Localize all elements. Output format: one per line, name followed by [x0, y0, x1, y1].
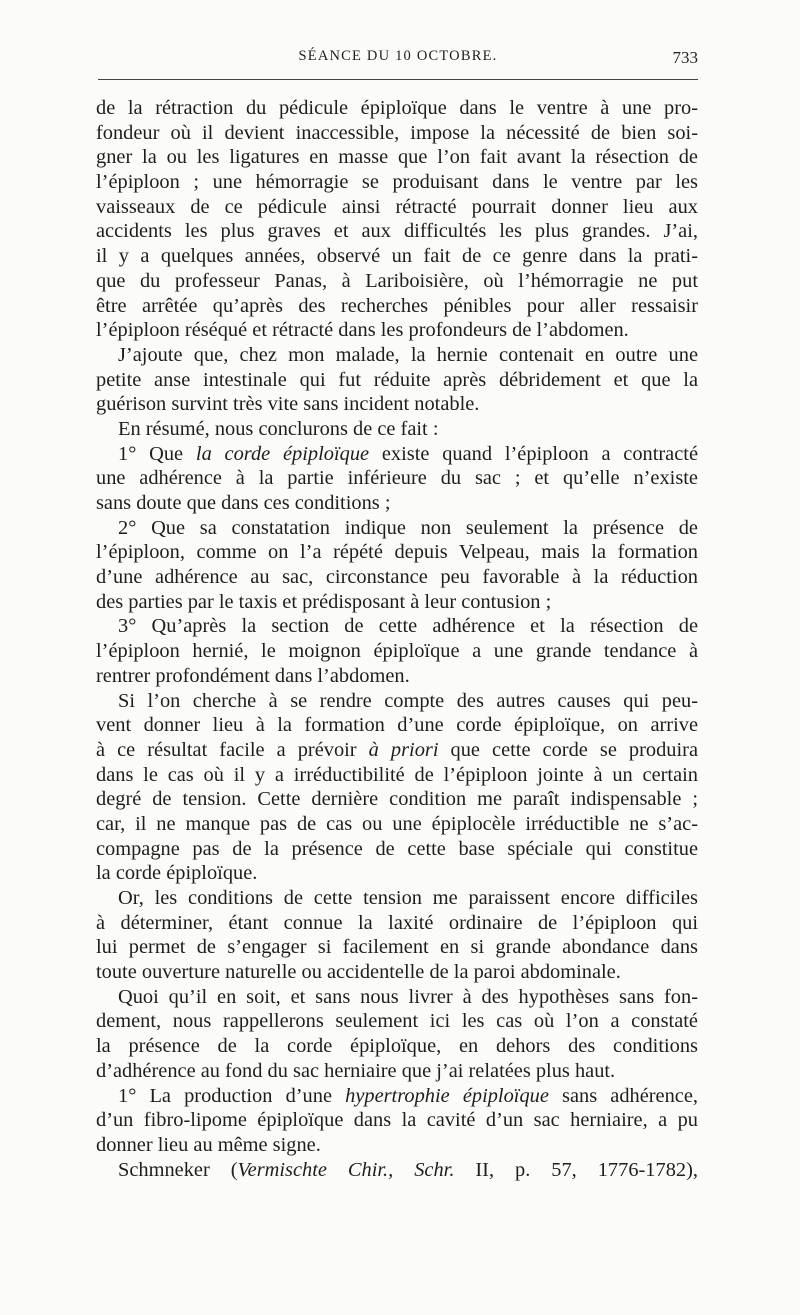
text-fragment: Schmneker ( [118, 1158, 238, 1181]
text-line: Quoi qu’il en soit, et sans nous livrer à des hypothèses sans fon- [118, 985, 698, 1008]
text-line: Si l’on cherche à se rendre compte des autres causes qui peu- [118, 689, 698, 712]
text-line: une adhérence à la partie inférieure du sac ; et qu’elle n’existe [96, 467, 698, 490]
text-line: car, il ne manque pas de cas ou une épiplocèle irréductible ne s’ac- [96, 812, 698, 835]
text-line: 3° Qu’après la section de cette adhérence et la résection de [118, 615, 698, 638]
text-line: gner la ou les ligatures en masse que l’on fait avant la résection de [96, 146, 698, 169]
header-rule [98, 79, 698, 80]
text-line: Or, les conditions de cette tension me paraissent encore difficiles [118, 887, 698, 909]
text-line: degré de tension. Cette dernière condition me paraît indispensable ; [96, 788, 698, 811]
text-line: d’adhérence au fond du sac herniaire que j’ai relatées plus haut. [96, 1059, 616, 1082]
text-line: il y a quelques années, observé un fait de ce genre dans la prati- [96, 245, 698, 268]
page-number: 733 [672, 48, 698, 67]
text-line: accidents les plus graves et aux difficultés les plus grandes. J’ai, [96, 220, 698, 243]
text-line [96, 442, 698, 467]
body-text [96, 96, 698, 1182]
text-line: J’ajoute que, chez mon malade, la hernie contenait en outre une [118, 343, 698, 366]
text-line: de la rétraction du pédicule épiploïque dans le ventre à une pro- [96, 97, 698, 119]
text-line: vent donner lieu à la formation d’une corde épiploïque, on arrive [96, 714, 698, 737]
text-line: l’épiploon ; une hémorragie se produisant dans le ventre par les [96, 171, 698, 194]
text-line: la corde épiploïque. [96, 862, 258, 885]
text-line: à déterminer, étant connue la laxité ordinaire de l’épiploon qui [96, 911, 698, 934]
text-line: dement, nous rappellerons seulement ici les cas où l’on a constaté [96, 1010, 698, 1033]
running-head [98, 48, 698, 74]
text-line: toute ouverture naturelle ou accidentelle de la paroi abdominale. [96, 961, 621, 984]
text-fragment: que cette corde se produira [438, 738, 698, 761]
text-line: compagne pas de la présence de cette base spéciale qui constitue [96, 837, 698, 860]
text-line: guérison survint très vite sans incident notable. [96, 393, 480, 416]
text-fragment: II, p. 57, 1776-1782), [454, 1158, 698, 1181]
italic-text: la corde épiploïque [195, 442, 370, 465]
text-line [96, 1158, 698, 1183]
text-line: donner lieu au même signe. [96, 1133, 321, 1156]
text-line: vaisseaux de ce pédicule ainsi rétracté pourrait donner lieu aux [96, 195, 698, 218]
text-fragment: existe quand l’épiploon a contracté [369, 442, 698, 465]
text-line: rentrer profondément dans l’abdomen. [96, 664, 410, 687]
text-line: être arrêtée qu’après des recherches pénibles pour aller ressaisir [96, 294, 698, 317]
text-line [96, 738, 698, 763]
text-fragment: sans adhérence, [548, 1084, 698, 1107]
text-fragment: 1° La production d’une [118, 1084, 346, 1107]
text-line: la présence de la corde épiploïque, en dehors des conditions [96, 1035, 698, 1058]
italic-text: hypertrophie épiploïque [345, 1084, 549, 1107]
text-line: lui permet de s’engager si facilement en si grande abondance dans [96, 936, 698, 959]
text-line: que du professeur Panas, à Lariboisière, où l’hémorragie ne put [96, 269, 698, 292]
italic-text: Vermischte Chir., Schr. [237, 1158, 455, 1181]
text-line: 2° Que sa constatation indique non seulement la présence de [118, 516, 698, 539]
text-line: l’épiploon réséqué et rétracté dans les profondeurs de l’abdomen. [96, 319, 629, 342]
text-line: l’épiploon hernié, le moignon épiploïque a une grande tendance à [96, 640, 698, 663]
text-fragment: à ce résultat facile a prévoir [96, 738, 369, 761]
text-line: des parties par le taxis et prédisposant à leur contusion ; [96, 590, 552, 613]
text-fragment: 1° Que [118, 442, 196, 465]
running-title: SÉANCE DU 10 OCTOBRE. [298, 48, 498, 64]
text-line: d’un fibro-lipome épiploïque dans la cavité d’un sac herniaire, a pu [96, 1109, 698, 1132]
italic-text: à priori [368, 738, 439, 761]
text-line: sans doute que dans ces conditions ; [96, 492, 391, 514]
text-line: dans le cas où il y a irréductibilité de l’épiploon jointe à un certain [96, 763, 698, 786]
text-line [96, 1084, 698, 1109]
text-line: En résumé, nous conclurons de ce fait : [118, 417, 439, 440]
text-line: fondeur où il devient inaccessible, impose la nécessité de bien soi- [96, 121, 698, 144]
text-line: d’une adhérence au sac, circonstance peu favorable à la réduction [96, 566, 698, 589]
text-line: l’épiploon, comme on l’a répété depuis Velpeau, mais la formation [96, 541, 698, 564]
text-line: petite anse intestinale qui fut réduite après débridement et que la [96, 368, 698, 391]
